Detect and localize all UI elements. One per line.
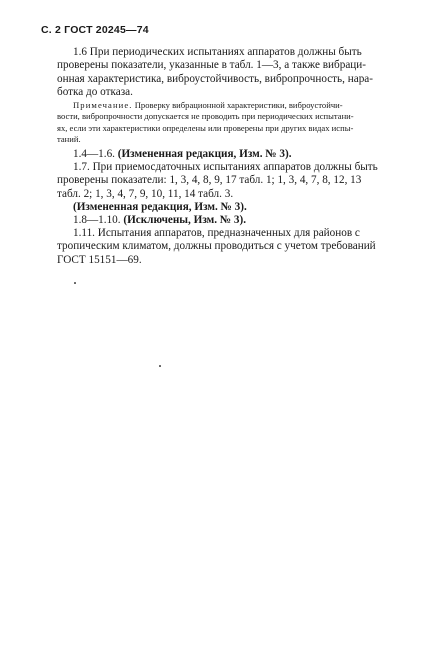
clause-1-11-line: ГОСТ 15151—69.: [57, 253, 142, 266]
clause-1-11: [57, 227, 392, 267]
excluded-clause: 1.8—1.10.: [73, 214, 121, 226]
note-line: таний.: [57, 134, 81, 145]
clause-1-6-line: проверены показатели, указанные в табл. 1—3, а также вибраци-: [57, 59, 366, 72]
scan-speck: [159, 365, 161, 367]
amendment-1-4-1-6: [57, 148, 392, 161]
clause-1-8-1-10: [57, 214, 392, 227]
clause-1-7-line: 1.7. При приемосдаточных испытаниях аппаратов должны быть: [73, 161, 378, 173]
clause-1-6-line: 1.6 При периодических испытаниях аппаратов должны быть: [73, 46, 362, 58]
amendment-clause: 1.4—1.6.: [73, 148, 115, 160]
clause-1-11-line: тропическим климатом, должны проводиться с учетом требований: [57, 240, 376, 253]
excluded-line: [57, 214, 392, 227]
clause-1-11-line: 1.11. Испытания аппаратов, предназначенных для районов с: [73, 227, 360, 239]
scan-speck: [74, 282, 76, 284]
note-line: вости, вибропрочности допускается не проводить при периодических испытани-: [57, 111, 354, 122]
clause-1-6-line: онная характеристика, виброустойчивость, вибропрочность, нара-: [57, 72, 373, 85]
amendment-text: (Измененная редакция, Изм. № 3).: [117, 148, 292, 160]
excluded-text: (Исключены, Изм. № 3).: [123, 214, 247, 226]
clause-1-7-line: табл. 2; 1, 3, 4, 7, 9, 10, 11, 14 табл. 3.: [57, 187, 234, 200]
page-header: С. 2 ГОСТ 20245—74: [41, 24, 149, 36]
clause-1-6: [57, 46, 392, 99]
note-label: Примечание.: [73, 100, 133, 110]
clause-1-6-line: ботка до отказа.: [57, 85, 133, 98]
clause-1-7-line: проверены показатели: 1, 3, 4, 8, 9, 17 табл. 1; 1, 3, 4, 7, 8, 12, 13: [57, 174, 362, 187]
note-first-line: [57, 100, 392, 111]
clause-1-7-amendment: (Измененная редакция, Изм. № 3).: [73, 200, 247, 213]
note-line: ях, если эти характеристики определены или проверены при других видах испы-: [57, 122, 354, 133]
clause-1-7: [57, 161, 392, 214]
note-first-text: Проверку вибрационной характеристики, виброустойчи-: [134, 100, 343, 110]
amendment-line: [57, 148, 392, 161]
note-block: [57, 100, 392, 146]
